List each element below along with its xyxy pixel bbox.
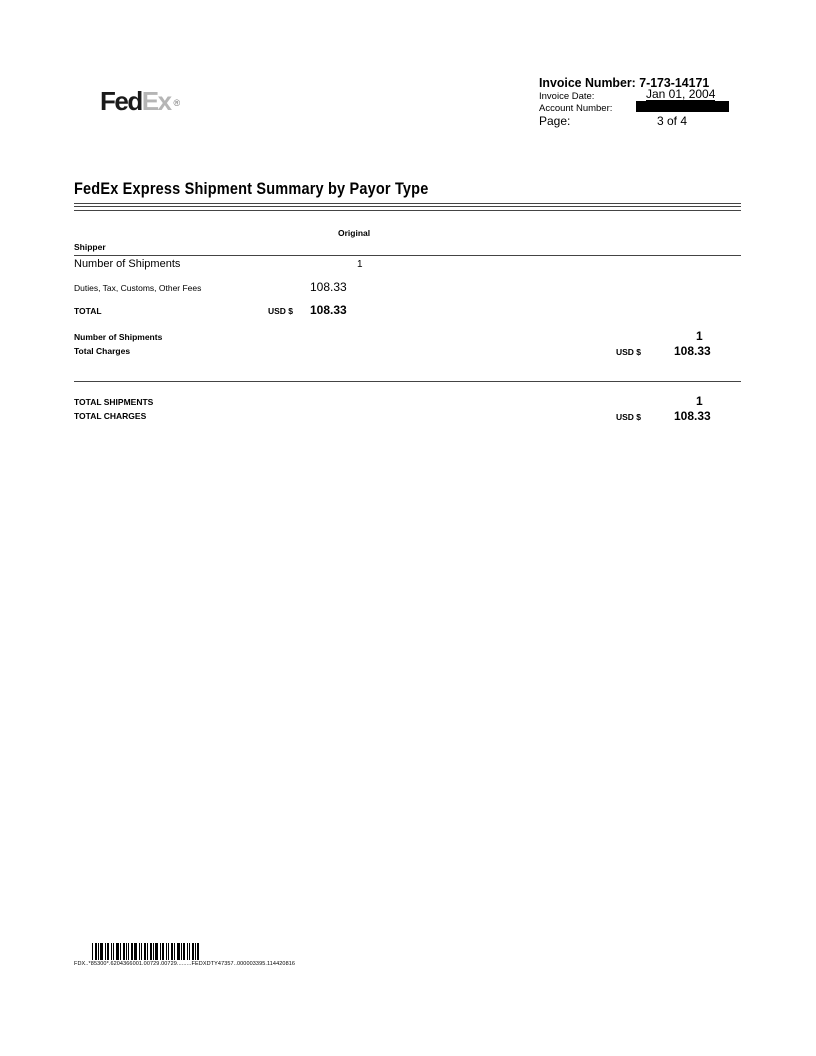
grand-total-shipments-label: TOTAL SHIPMENTS (74, 397, 154, 407)
logo-registered-mark: ® (173, 98, 181, 109)
title-rule-middle (74, 206, 741, 207)
redacted-account-number (636, 101, 729, 112)
grand-total-charges-value: 108.33 (674, 409, 711, 423)
row-value-number-of-shipments: 1 (357, 259, 363, 270)
column-header-original: Original (338, 228, 371, 238)
grand-total-shipments-value: 1 (696, 394, 703, 408)
fedex-logo (100, 88, 180, 116)
row-label-duties: Duties, Tax, Customs, Other Fees (74, 283, 202, 293)
title-rule-bottom (74, 210, 741, 211)
logo-ex: Ex (141, 86, 171, 116)
row-value-duties: 108.33 (310, 280, 347, 294)
subtotal-shipments-value: 1 (696, 329, 703, 343)
invoice-number-label: Invoice Number: (539, 75, 636, 90)
barcode-text: FDX..*85300*.6204366001.00729.00729.........FEDXDTY47357..000003395.114420816 (74, 961, 296, 967)
grand-total-charges-label: TOTAL CHARGES (74, 411, 147, 421)
invoice-number-value: 7-173-14171 (639, 75, 710, 90)
total-value: 108.33 (310, 303, 347, 317)
page-value: 3 of 4 (657, 114, 688, 128)
account-number-label: Account Number: (539, 103, 613, 114)
invoice-date-label: Invoice Date: (539, 91, 595, 102)
header-rule (74, 255, 741, 256)
title-rule-top (74, 203, 741, 204)
page-title: FedEx Express Shipment Summary by Payor Type (74, 180, 429, 198)
barcode (92, 943, 207, 960)
row-label-number-of-shipments: Number of Shipments (74, 258, 181, 270)
grand-total-charges-currency: USD $ (616, 412, 642, 422)
invoice-date-value: Jan 01, 2004 (646, 87, 716, 101)
logo-fed: Fed (100, 86, 142, 116)
section-shipper: Shipper (74, 242, 106, 252)
page-label: Page: (539, 114, 571, 128)
total-currency: USD $ (268, 306, 294, 316)
subtotal-charges-currency: USD $ (616, 347, 642, 357)
subtotal-charges-label: Total Charges (74, 346, 131, 356)
subtotal-shipments-label: Number of Shipments (74, 332, 163, 342)
total-label: TOTAL (74, 306, 102, 316)
grand-total-rule (74, 381, 741, 382)
subtotal-charges-value: 108.33 (674, 344, 711, 358)
